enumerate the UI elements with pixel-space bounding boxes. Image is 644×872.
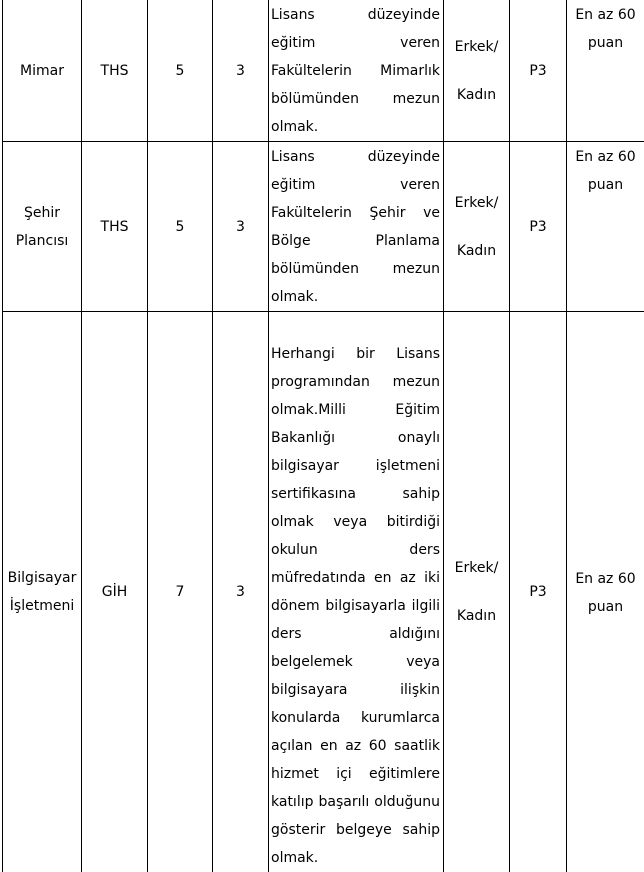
- class-cell: [82, 142, 148, 312]
- position-title-cell: [3, 142, 82, 312]
- position-title-cell: [3, 312, 82, 872]
- class-cell: [82, 0, 148, 142]
- requirement-cell: [269, 142, 444, 312]
- staff-grade: 7: [176, 584, 185, 600]
- class-cell: [82, 312, 148, 872]
- table-row: [3, 0, 644, 142]
- service-class: THS: [101, 63, 129, 79]
- staff-grade: 5: [176, 219, 185, 235]
- grade-cell: [148, 0, 213, 142]
- grade-cell: [148, 312, 213, 872]
- gender-text: Erkek/ Kadın: [444, 179, 509, 275]
- requirement-cell: [269, 0, 444, 142]
- position-count: 3: [236, 63, 245, 79]
- gender-cell: [444, 142, 510, 312]
- min-score-text: En az 60 puan: [567, 0, 644, 57]
- positions-table: [2, 0, 644, 872]
- gender-text: Erkek/ Kadın: [444, 544, 509, 640]
- service-class: GİH: [102, 584, 128, 600]
- position-count: 3: [236, 219, 245, 235]
- gender-text: Erkek/ Kadın: [444, 23, 509, 119]
- requirement-text: Lisans düzeyinde eğitim veren Fakültelerin Şehir ve Bölge Planlama bölümünden mezun olmak.: [269, 143, 443, 311]
- kpss-cell: [510, 312, 567, 872]
- position-title-cell: [3, 0, 82, 142]
- min-score-cell: [567, 0, 644, 142]
- grade-cell: [148, 142, 213, 312]
- kpss-score-type: P3: [529, 63, 546, 79]
- position-count: 3: [236, 584, 245, 600]
- kpss-cell: [510, 0, 567, 142]
- position-title: Bilgisayar İşletmeni: [3, 564, 81, 620]
- min-score-text: En az 60 puan: [567, 564, 644, 621]
- position-title: Şehir Plancısı: [3, 199, 81, 255]
- min-score-cell: [567, 142, 644, 312]
- requirement-cell: [269, 312, 444, 872]
- requirement-text: Herhangi bir Lisans programından mezun olmak.Milli Eğitim Bakanlığı onaylı bilgisayar işletmeni sertifikasına sahip olmak veya bitirdiği okulun ders müfredatında en az iki dönem bilgisayarla ilgili ders aldığını belgelemek veya bilgisayara ilişkin konularda kurumlarca açılan en az 60 saatlik hizmet içi eğitimlere katılıp başarılı olduğunu gösterir belgeye sahip olmak.: [269, 340, 443, 872]
- count-cell: [213, 312, 269, 872]
- count-cell: [213, 142, 269, 312]
- requirement-text: Lisans düzeyinde eğitim veren Fakültelerin Mimarlık bölümünden mezun olmak.: [269, 1, 443, 141]
- gender-cell: [444, 312, 510, 872]
- table-row: [3, 312, 644, 872]
- kpss-cell: [510, 142, 567, 312]
- kpss-score-type: P3: [529, 219, 546, 235]
- count-cell: [213, 0, 269, 142]
- gender-cell: [444, 0, 510, 142]
- position-title: Mimar: [3, 57, 81, 85]
- table-row: [3, 142, 644, 312]
- staff-grade: 5: [176, 63, 185, 79]
- min-score-text: En az 60 puan: [567, 142, 644, 199]
- min-score-cell: [567, 312, 644, 872]
- kpss-score-type: P3: [529, 584, 546, 600]
- service-class: THS: [101, 219, 129, 235]
